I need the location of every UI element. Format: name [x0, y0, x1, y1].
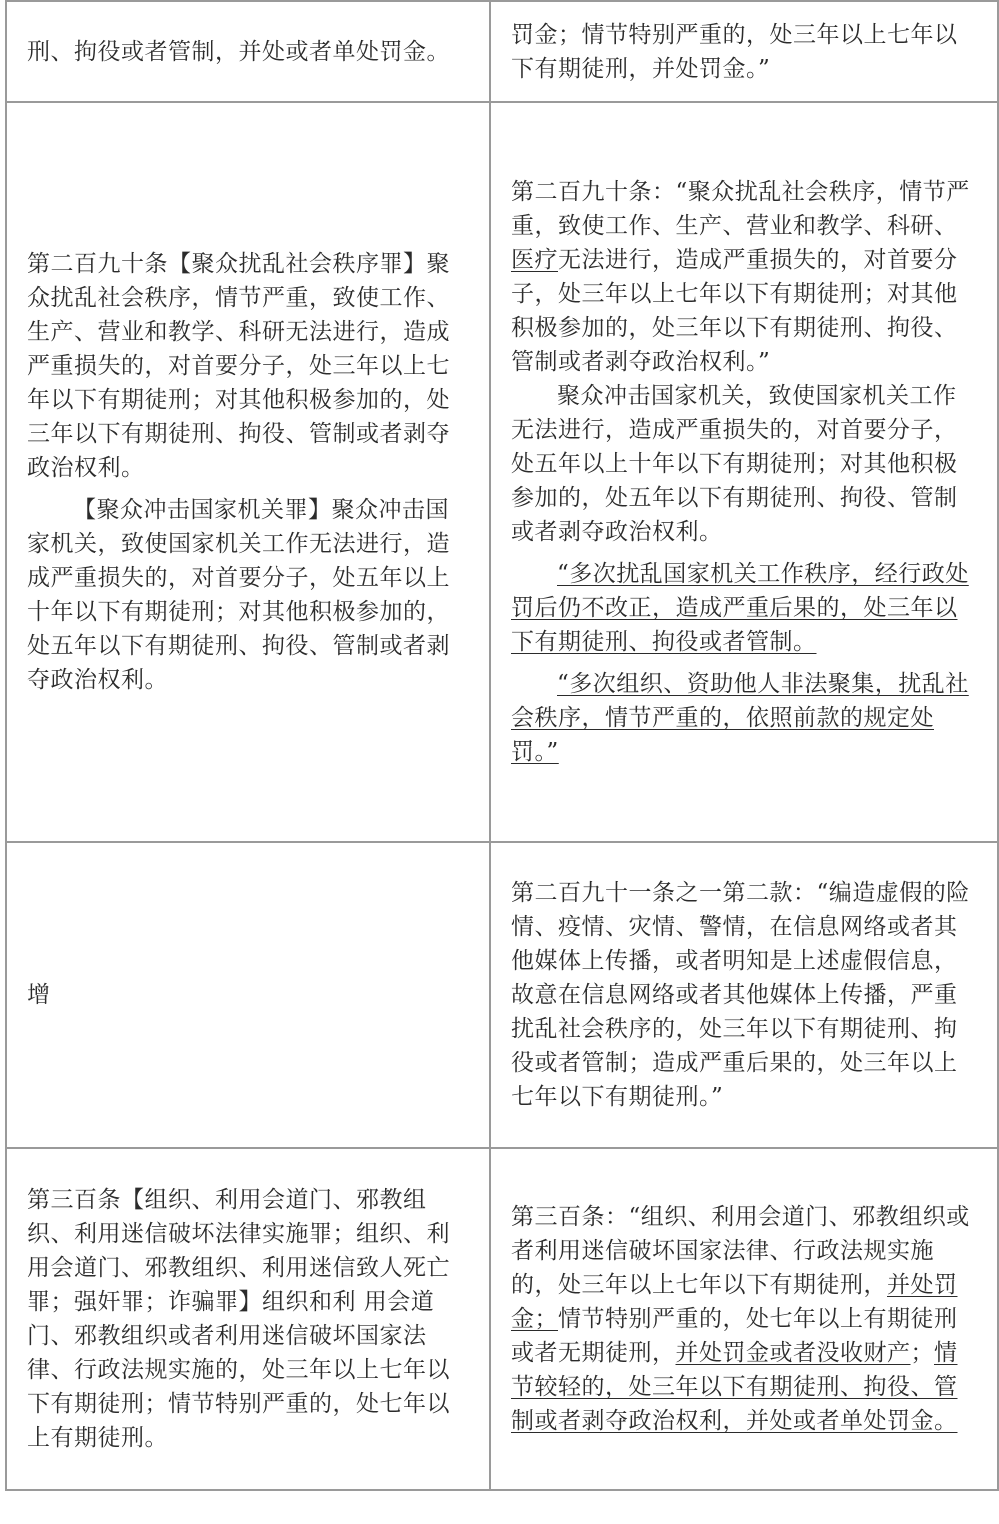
paragraph: 【聚众冲击国家机关罪】聚众冲击国家机关，致使国家机关工作无法进行，造成严重损失的，对首要分子，处五年以上十年以下有期徒刑；对其他积极参加的，处五年以下有期徒刑、拘役、管制或者剥夺政治权利。 [27, 497, 450, 693]
paragraph: 第二百九十一条之一第二款：“编造虚假的险情、疫情、灾情、警情，在信息网络或者其他媒体上传播，或者明知是上述虚假信息，故意在信息网络或者其他媒体上传播，严重扰乱社会秩序的，处三年以下有期徒刑、拘役或者管制；造成严重后果的，处三年以上七年以下有期徒刑。” [511, 880, 970, 1110]
underlined-addition: 医疗 [511, 247, 558, 273]
table-row [6, 1, 998, 102]
underlined-addition: 情节较轻的，处三年以下有期徒刑、拘役、管制或者剥夺政治权利，并处或者单处罚金。 [511, 1340, 958, 1434]
underlined-addition: 并处罚金； [511, 1272, 958, 1332]
paragraph: 第三百条【组织、利用会道门、邪教组织、利用迷信破坏法律实施罪；组织、利用会道门、邪教组织、利用迷信致人死亡罪；强奸罪；诈骗罪】组织和利 用会道门、邪教组织或者利用迷信破坏国家法律、行政法规实施的，处三年以上七年以下有期徒刑；情节特别严重的，处七年以上有期徒刑。 [27, 1187, 450, 1451]
paragraph [511, 175, 975, 379]
paragraph: 罚金；情节特别严重的，处三年以上七年以下有期徒刑，并处罚金。” [511, 21, 958, 82]
table-cell-new-text [490, 842, 998, 1148]
table-cell-old-text [6, 1148, 490, 1490]
table-row [6, 1148, 998, 1490]
paragraph: 聚众冲击国家机关，致使国家机关工作无法进行，造成严重损失的，对首要分子，处五年以上十年以下有期徒刑；对其他积极参加的，处五年以下有期徒刑、拘役、管制或者剥夺政治权利。 [511, 383, 958, 545]
table-cell-old-text [6, 102, 490, 842]
table-row [6, 102, 998, 842]
table-row [6, 842, 998, 1148]
table-cell-old-text [6, 1, 490, 102]
paragraph [511, 557, 975, 659]
text-span: 第二百九十条：“聚众扰乱社会秩序，情节严重，致使工作、生产、营业和教学、科研、 [511, 179, 970, 239]
paragraph: 增 [27, 982, 51, 1008]
text-span: 无法进行，造成严重损失的，对首要分子，处三年以上七年以下有期徒刑；对其他积极参加的，处三年以下有期徒刑、拘役、管制或者剥夺政治权利。” [511, 247, 958, 375]
table-cell-new-text [490, 102, 998, 842]
paragraph: 刑、拘役或者管制，并处或者单处罚金。 [27, 38, 450, 65]
paragraph [511, 1200, 975, 1438]
paragraph: 第二百九十条【聚众扰乱社会秩序罪】聚众扰乱社会秩序，情节严重，致使工作、生产、营业和教学、科研无法进行，造成严重损失的，对首要分子，处三年以上七年以下有期徒刑；对其他积极参加的，处三年以下有期徒刑、拘役、管制或者剥夺政治权利。 [27, 251, 450, 481]
table-cell-new-text [490, 1148, 998, 1490]
table-cell-old-text [6, 842, 490, 1148]
paragraph [511, 667, 975, 769]
comparison-table [5, 0, 999, 1491]
underlined-addition: “多次扰乱国家机关工作秩序，经行政处罚后仍不改正，造成严重后果的，处三年以下有期徒刑、拘役或者管制。 [511, 561, 969, 655]
text-span: 情节特别严重的，处七年以上有期徒刑或者无期徒刑， [511, 1306, 958, 1366]
table-cell-new-text [490, 1, 998, 102]
text-span: 第三百条：“组织、利用会道门、邪教组织或者利用迷信破坏国家法律、行政法规实施的，处三年以上七年以下有期徒刑， [511, 1204, 970, 1298]
underlined-addition: “多次组织、资助他人非法聚集，扰乱社会秩序，情节严重的，依照前款的规定处罚。” [511, 671, 969, 765]
text-span: ； [910, 1340, 934, 1366]
underlined-addition: 并处罚金或者没收财产 [675, 1340, 911, 1366]
